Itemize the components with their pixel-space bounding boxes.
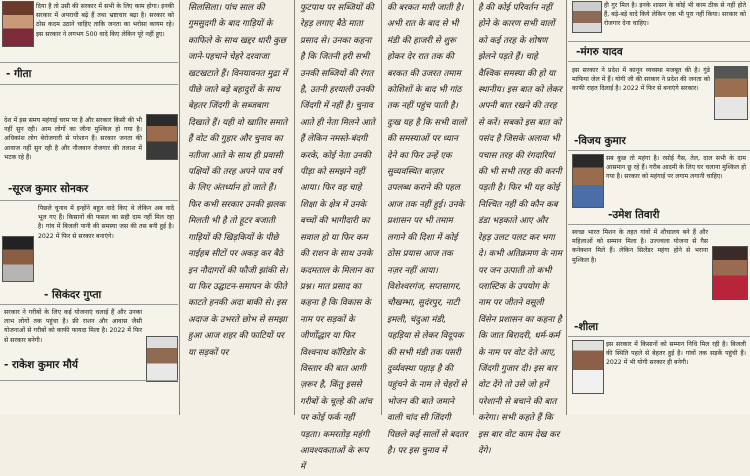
person-photo-8 xyxy=(712,246,748,300)
article-text-3: की बरकत मारी जाती है। अभी रात के बाद से भी मंडी की हाजरी से शुरू होकर देर रात तक की बरकत की उजरत तमाम कोशिशों के बाद भी गांठ तक नहीं पहुंच पाती है। दुःख यह है कि सभी वालों की समस्याओं पर ध्यान देने का फिर उन्हें एक सुव्यवस्थित बाज़ार उपलब्ध कराने की पहल आज तक नहीं हुई। उनके प्रशासन पर भी तमाम लगाने की दिशा में कोई ठोस प्रयास आज तक नज़र नहीं आया। विशेश्वरगंज, सप्तसागर, चौखम्भा, सुदंरपुर, नाटी इमली, चंदुआ मंडी, पहड़िया से लेकर विदूपक की सभी मंडी तक पसरी दुर्व्यवस्था पहाड़ है की पहुंचने के नाम ले चेहरों से भोजन की बाते जमाने वाली चांद सी जिंदगी पिछले कई सालों से बदतर है। पर इस चुनाव में xyxy=(387,3,468,456)
person-photo-4 xyxy=(146,336,178,382)
article-text-2: फुटपाथ पर सब्जियों की रेहड़ लगाए बैठे माता प्रसाद से। उनका कहना है कि जितनी हरी सभी उनकी सब्जियों की रंगत है, उतनी हरयाली उनकी जिंदगी में नहीं है। चुनाव आते ही नेता मिलने आते हैं लेकिन नमस्ते-बंदगी करके, कोई नेता उनकी पीड़ा को समझने नहीं आया। फिर वह चाहे शिक्षा के क्षेत्र में उनके बच्चों की भागीदारी का सवाल हो या फिर कम की राशन के साथ उनके कदमताल के मिलान का प्रश्न। मात प्रसाद का कहना है कि विकास के नाम पर सड़कों के जीर्णोद्धार या फिर विश्वनाथ कॉरिडोर के विस्तार की बात आगी ज़रूर है, किंतु इससे गरीबों के चूल्हे की आंच पर कोई फर्क नहीं पड़ता। कमरतोड़ महंगी आवश्यकताओं के रूप में xyxy=(300,3,375,473)
opinion-name-8: -शीला xyxy=(574,321,599,333)
opinion-name-2: -सूरज कुमार सोनकर xyxy=(8,183,89,195)
opinion-text-6: इस सरकार ने प्रदेश में कानून व्यवस्था मजबूत की है। गुंडे माफिया जेल में हैं। योगी जी की सरकार ने प्रदेश की जनता को काफी राहत दिलाई है। 2022 में फिर से बनाएंगे सरकार। xyxy=(572,67,710,93)
opinion-text-1: दिया है तो उसी की सरकार में सभी के लिए काम होगा। इनकी सरकार में अपराधी बढ़े हैं तथा भ्रष्टाचार बढ़ा है। सरकार को ठोस कदम उठाने चाहिए ताकि जनता का भरोसा कायम रहे। इस सरकार ने लगभग 500 वादे किए लेकिन पूरे नहीं हुए। xyxy=(36,3,174,38)
right-opinion-column xyxy=(568,0,750,415)
opinion-name-7: -उमेश तिवारी xyxy=(608,209,660,221)
article-text-4: है की कोई परिवर्तन नहीं होने के कारण सभी वालों को कई तरह के शोषण झेलने पड़ते हैं। चाहे वैश्विक समस्या की हो या स्थानीय। इस बात को लेकर अपनी बात रखने की तरह से करें। सबको इस बात को पसंद है जिसके अलावा भी पचास तरह की रंगदारियां की भी सभी तरह की करनी पड़ती है। फिर भी यह कोई निश्चित नहीं की कौन कब डंडा भड़काते आए और रेहड़ उलट पलट कर भगा दे। कभी अतिक्रमण के नाम पर जन उत्पाती तो कभी प्लास्टिक के उपयोग के नाम पर जीतने वसूली विंसेन प्रशासन का कहना है कि जात बिरादरी, धर्म-कर्म के नाम पर वोट देते आए, जिंदगी गुजार दी। इस बार वोट देंगे तो उसे जो हमें परेशानी से बचाने की बात करेगा। सभी कहते हैं कि इस बार वोट काम देख कर देंगे। xyxy=(478,3,562,456)
article-column-3 xyxy=(387,0,469,456)
opinion-name-3: - सिकंदर गुप्ता xyxy=(44,289,102,301)
article-column-4 xyxy=(478,0,562,456)
person-photo-1 xyxy=(2,1,34,47)
person-photo-7 xyxy=(572,154,604,208)
person-photo-9 xyxy=(572,340,604,394)
opinion-text-7: सब कुछ तो महंगा है। रसोई गैस, तेल, दाल सभी के दाम आसमान छू रहे हैं। गरीब आदमी के लिए घर चलाना मुश्किल हो गया है। सरकार को महंगाई पर लगाम लगानी चाहिए। xyxy=(606,155,746,181)
opinion-name-1: - गीता xyxy=(6,68,32,80)
article-column-1 xyxy=(188,0,288,415)
opinion-text-8: स्वच्छ भारत मिशन के तहत गांवों में शौचालय बने हैं और महिलाओं को सम्मान मिला है। उज्ज्वला योजना से गैस कनेक्शन मिले हैं। लेकिन सिलेंडर महंगा होने से भराना मुश्किल है। xyxy=(572,229,708,264)
left-opinion-column xyxy=(0,0,178,415)
opinion-text-3: पिछले चुनाव में इन्होंने बहुत वादे किए थे लेकिन अब वादे भूल गए हैं। किसानों की फसल का सही दाम नहीं मिल रहा है। गांव में बिजली पानी की समस्या जस की तस बनी हुई है। 2022 में फिर से सरकार बनाएंगे। xyxy=(38,205,174,240)
opinion-text-2: देश में इस समय महंगाई चरम पर है और सरकार किसी की भी नहीं सुन रही। आम लोगों का जीना मुश्किल हो गया है। अधिकांश लोग बेरोजगारी से परेशान हैं। सरकार जनता की आवाज नहीं सुन रही है और नौजवान रोजगार की तलाश में भटक रहे हैं। xyxy=(4,117,142,161)
person-photo-6 xyxy=(714,66,748,120)
opinion-text-4: सरकार ने गरीबों के लिए कई योजनाएं चलाई हैं और उनका लाभ लोगों तक पहुंचा है। फ्री राशन और आवास जैसी योजनाओं से गरीबों को काफी फायदा मिला है। 2022 में फिर से सरकार बनेगी। xyxy=(4,309,142,344)
person-photo-2 xyxy=(146,114,178,160)
person-photo-5 xyxy=(572,1,602,33)
opinion-text-9: इस सरकार में किसानों को सम्मान निधि मिल रही है। बिजली की स्थिति पहले से बेहतर हुई है। गांवों तक सड़कें पहुंची हैं। 2022 में भी योगी सरकार ही बनेगी। xyxy=(606,341,746,367)
opinion-name-5: -मंगरु यादव xyxy=(576,46,623,58)
article-text-1: सिलसिला। पांच साल की गुमसुदगी के बाद गाड़ियों के काफिले के साथ खद्दर धारी कुछ जाने-पहचाने चेहरे दरवाजा खटखटाते हैं। विनयावनत मुद्रा में पीछे जाते बड़े बहादुरों के साथ बेहतर जिंदगी के सब्जबाग दिखाते हैं। यही वो खातिर समाते हैं वोट की गुहार और चुनाव का नतीजा आते के साथ ही प्रवासी पक्षियों की तरह अपने पाव वर्ष के लिए अंतर्ध्यान हो जाते हैं। फिर कभी सरकार उनकी झलक मिलती भी है तो हूटर बजाती गाड़ियों की खिड़कियों के पीछे नाईहब सीटों पर अकड़ कर बैठे इन नौदागरों की फौजी झांकी से। या फिर उद्घाटन-समापन के फीते काटते हनकी अदा बाकी से। इस अदाज के उभरते छोभ से समझा हुआ आज शहर की फाटियों पर या सड़कों पर xyxy=(188,3,288,358)
person-photo-3 xyxy=(2,236,34,282)
opinion-name-4: - राकेश कुमार मौर्य xyxy=(4,359,78,371)
opinion-name-6: -विजय कुमार xyxy=(574,135,626,147)
article-column-2 xyxy=(300,0,376,473)
opinion-text-5: ही गुर मिल है। इनके शासन के कोई भी काम ठीक से नहीं होते हैं, बड़े-बड़े वादे किये लेकिन एक भी पूरा नहीं किया। सरकार को रोजगार देना चाहिए। xyxy=(604,2,746,28)
